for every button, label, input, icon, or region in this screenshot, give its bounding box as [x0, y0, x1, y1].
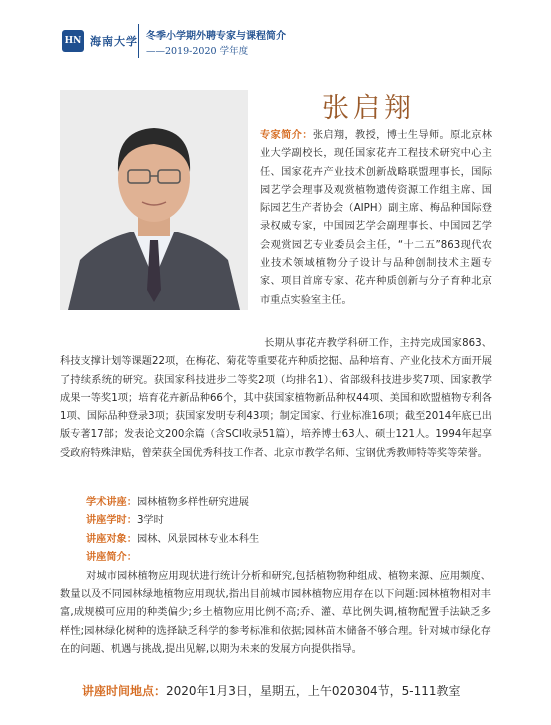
university-emblem: HN	[62, 30, 84, 52]
lecture-summary-label-row	[86, 549, 491, 567]
university-logo	[62, 30, 138, 52]
lecture-topic-row	[86, 494, 491, 512]
lecture-audience-row	[86, 531, 491, 549]
lecture-audience: 园林、风景园林专业本科生	[136, 533, 260, 545]
expert-intro	[260, 127, 492, 310]
lecture-hours-label: 讲座学时：	[86, 515, 137, 527]
expert-achievements-text: 长期从事花卉教学科研工作，主持完成国家863、科技支撑计划等课题22项，在梅花、菊花等重要花卉种质挖掘、品种培育、产业化技术方面开展了持续系统的研究。获国家科技进步二等奖2项（均排名1）、省部级科技进步奖7项、国家教学成果一等奖1项；培育花卉新品种66个，其中获国家植物新品种权44项、美国和欧盟植物专利各1项、国际品种登录3项；获国家发明专利43项；制定国家、行业标准16项；截至2014年底已出版专著17部；发表论文200余篇（含SCI收录51篇），培养博士63人、硕士121人。1994年起享受政府特殊津贴，曾荣获全国优秀科技工作者、北京市教学名师、宝钢优秀教师特等奖等荣誉。	[60, 338, 492, 459]
lecture-time-label: 讲座时间地点：	[82, 684, 167, 698]
lecture-topic: 园林植物多样性研究进展	[136, 497, 249, 508]
lecture-hours-row	[86, 512, 491, 530]
lecture-summary-text: 对城市园林植物应用现状进行统计分析和研究,包括植物物种组成、植物来源、应用频度、数量以及不同园林绿地植物应用现状,指出目前城市园林植物应用存在以下问题:园林植物相对丰富,成规模可应用的种类偏少;乡土植物应用比例不高;乔、灌、草比例失调,植物配置手法缺乏多样性;园林绿化树种的选择缺乏科学的参考标准和依据;园林苗木储备不够合理。针对城市绿化存在的问题、机遇与挑战,提出见解,以期为未来的发展方向提供指导。	[60, 570, 491, 656]
lecture-summary	[60, 568, 491, 660]
lecture-hours: 3学时	[136, 515, 164, 527]
header-divider	[138, 24, 139, 58]
expert-intro-text: 张启翔，教授，博士生导师。原北京林业大学副校长，现任国家花卉工程技术研究中心主任、国家花卉产业技术创新战略联盟理事长，国际园艺学会理事及观赏植物遗传资源工作组主席、国际园艺生产者协会（AIPH）副主席、梅品种国际登录权威专家，中国园艺学会副理事长、中国园艺学会观赏园艺专业委员会主任，“十二五”863现代农业技术领域植物分子设计与品种创制技术主题专家、项目首席专家、花卉种质创新与分子育种北京市重点实验室主任。	[260, 130, 492, 306]
lecture-time-value: 2020年1月3日，星期五，上午020304节，5-111教室	[166, 684, 461, 698]
lecture-time-place	[82, 682, 461, 699]
page-header	[0, 0, 551, 66]
lecture-info	[60, 494, 491, 660]
lecture-audience-label: 讲座对象：	[86, 533, 137, 545]
portrait-illustration	[60, 90, 248, 310]
expert-intro-label: 专家简介：	[260, 130, 313, 141]
expert-portrait	[60, 90, 248, 310]
university-name: 海南大学	[90, 35, 138, 48]
expert-achievements	[60, 335, 492, 463]
document-title: 冬季小学期外聘专家与课程简介	[146, 31, 286, 42]
lecture-topic-label: 学术讲座：	[86, 497, 137, 508]
academic-year: ——2019-2020 学年度	[146, 46, 249, 57]
expert-name: 张启翔	[322, 93, 415, 124]
lecture-summary-label: 讲座简介：	[86, 552, 137, 564]
